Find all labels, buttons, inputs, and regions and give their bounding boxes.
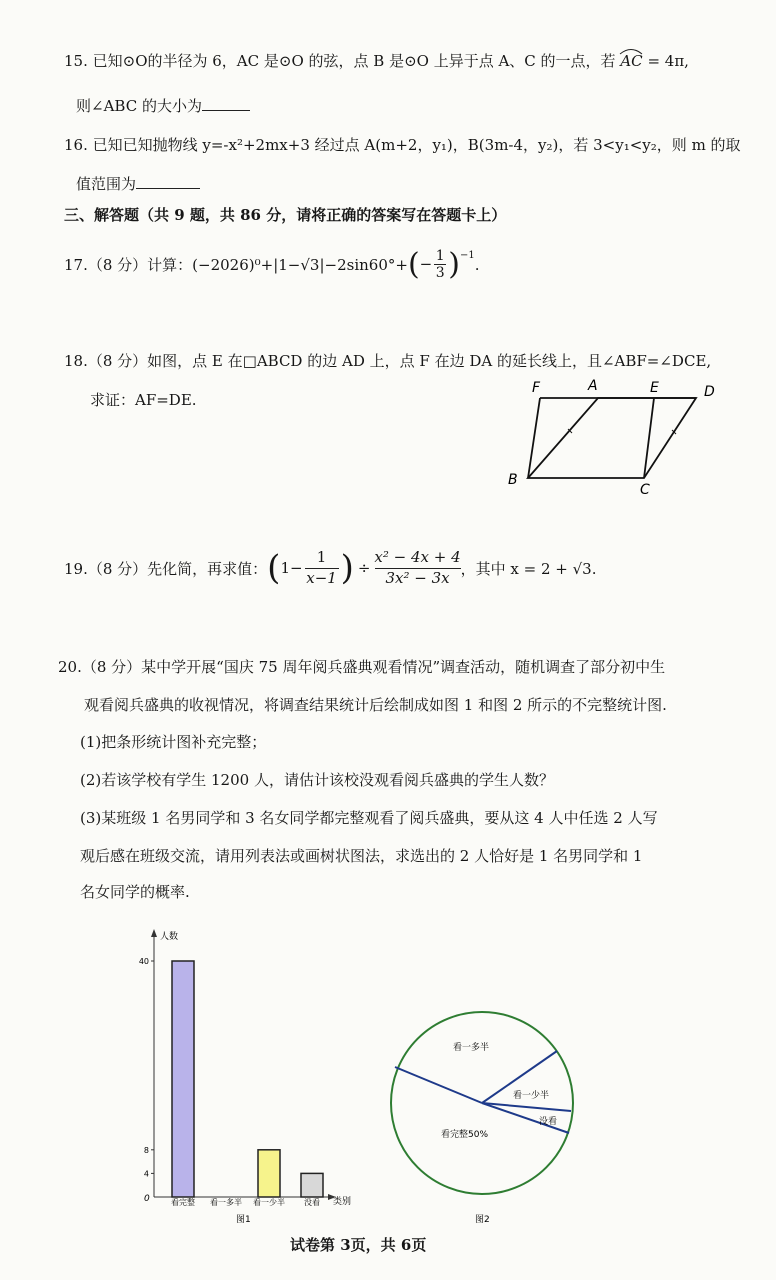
bar-chart-ytick-label: 40 [138,957,149,966]
question-20-part3-line1: (3)某班级 1 名男同学和 3 名女同学都完整观看了阅兵盛典，要从这 4 人中任选 2 人写 [80,809,658,827]
page-footer: 试卷第 3页，共 6页 [290,1236,427,1254]
bar-3 [301,1173,323,1197]
bar-chart-ytick-label: 8 [143,1145,149,1155]
pie-label-not-watched: 没看 [539,1117,558,1127]
arc-ac: AC [620,52,642,70]
q19-frac1-den: x−1 [306,568,337,587]
question-20-part3-line3: 名女同学的概率. [80,883,190,901]
bar-category-label: 看完整 [171,1198,195,1207]
section-3-heading: 三、解答题（共 9 题，共 86 分，请将正确的答案写在答题卡上） [64,206,507,224]
question-15-line2 [76,95,250,116]
q17-frac-num: 1 [435,248,445,264]
question-20-part1: (1)把条形统计图补充完整； [80,733,267,751]
question-18-line2 [90,389,197,410]
q19-frac2-den: 3x² − 3x [385,568,450,587]
q19-prefix: 19.（8 分）先化简，再求值： [64,559,268,578]
q15-text-a: 15. 已知⊙O的半径为 6，AC 是⊙O 的弦，点 B 是⊙O 上异于点 A、C 的一点，若 [64,52,616,70]
pie-chart-fig2 [385,1005,585,1235]
q17-prefix: 17.（8 分）计算： [64,256,193,275]
bar-chart-origin: 0 [144,1194,150,1204]
label-D: D [704,384,715,400]
question-20-part2: (2)若该学校有学生 1200 人，请估计该校没观看阅兵盛典的学生人数？ [80,771,554,789]
question-17: 17.（8 分）计算： (−2026)⁰+|1−√3|−2sin60°+ ( − 1 3 ) $^{-1}$ . [64,246,480,282]
pie-label-less-than-half: 看一少半 [513,1091,550,1101]
q19-frac1-num: 1 [316,548,327,566]
q18-line2-text: 求证：AF=DE. [90,391,197,409]
q17-exponent: −1 [459,250,475,261]
bar-chart-ylabel: 人数 [160,932,179,942]
parallelogram-figure [500,372,740,502]
bar-chart-fig1 [130,925,360,1225]
label-F: F [532,380,541,396]
q17-frac-den: 3 [435,265,445,282]
question-20-line1: 20.（8 分）某中学开展“国庆 75 周年阅兵盛典观看情况”调查活动，随机调查了部分初中生 [58,658,666,676]
label-C: C [640,482,650,498]
question-18-line1 [64,350,711,371]
q16-line1-text: 16. 已知已知抛物线 y=-x²+2mx+3 经过点 A(m+2，y₁)，B(3m-4，y₂)，若 3<y₁<y₂，则 m 的取 [64,136,741,154]
answer-blank-15[interactable] [202,98,250,111]
question-20-part3-line2: 观后感在班级交流，请用列表法或画树状图法，求选出的 2 人恰好是 1 名男同学和 1 [80,847,643,865]
bar-0 [172,961,194,1197]
bar-chart-xlabel: 类别 [333,1197,352,1207]
q17-expression: (−2026)⁰+|1−√3|−2sin60°+ [192,255,408,274]
bar-chart-ytick-label: 4 [143,1169,149,1179]
answer-blank-16[interactable] [136,176,200,189]
bar-chart-title: 图1 [236,1215,251,1225]
label-A: A [588,378,598,394]
question-19: 19.（8 分）先化简，再求值： ( 1− 1 x−1 ) ÷ x² − 4x + 4 3x² − 3x ，其中 x = 2 + √3. [64,548,597,588]
question-16-line1 [64,134,741,155]
bar-category-label: 看一多半 [210,1198,242,1207]
bar-category-label: 没看 [304,1198,320,1207]
pie-chart-title: 图2 [475,1215,490,1225]
q19-frac2-num: x² − 4x + 4 [374,548,461,566]
question-16-line2 [76,173,200,194]
question-15-line1 [64,50,689,71]
q16-line2-text: 值范围为 [76,175,137,193]
arc-mark-icon [619,47,643,55]
q15-line2-text: 则∠ABC 的大小为 [76,97,202,115]
q18-line1-text: 18.（8 分）如图，点 E 在□ABCD 的边 AD 上，点 F 在边 DA 的延长线上，且∠ABF=∠DCE, [64,352,712,370]
q19-suffix: ，其中 x = 2 + √3. [460,559,597,578]
pie-label-complete: 看完整50% [441,1130,489,1140]
question-20-line2: 观看阅兵盛典的收视情况，将调查结果统计后绘制成如图 1 和图 2 所示的不完整统计图. [84,696,667,714]
bar-2 [258,1150,280,1197]
bar-category-label: 看一少半 [253,1198,285,1207]
q17-paren-frac: ( − 1 3 ) [407,246,460,282]
q15-text-b: = 4π, [647,52,689,70]
pie-label-more-than-half: 看一多半 [453,1043,490,1053]
label-B: B [508,472,518,488]
label-E: E [650,380,659,396]
